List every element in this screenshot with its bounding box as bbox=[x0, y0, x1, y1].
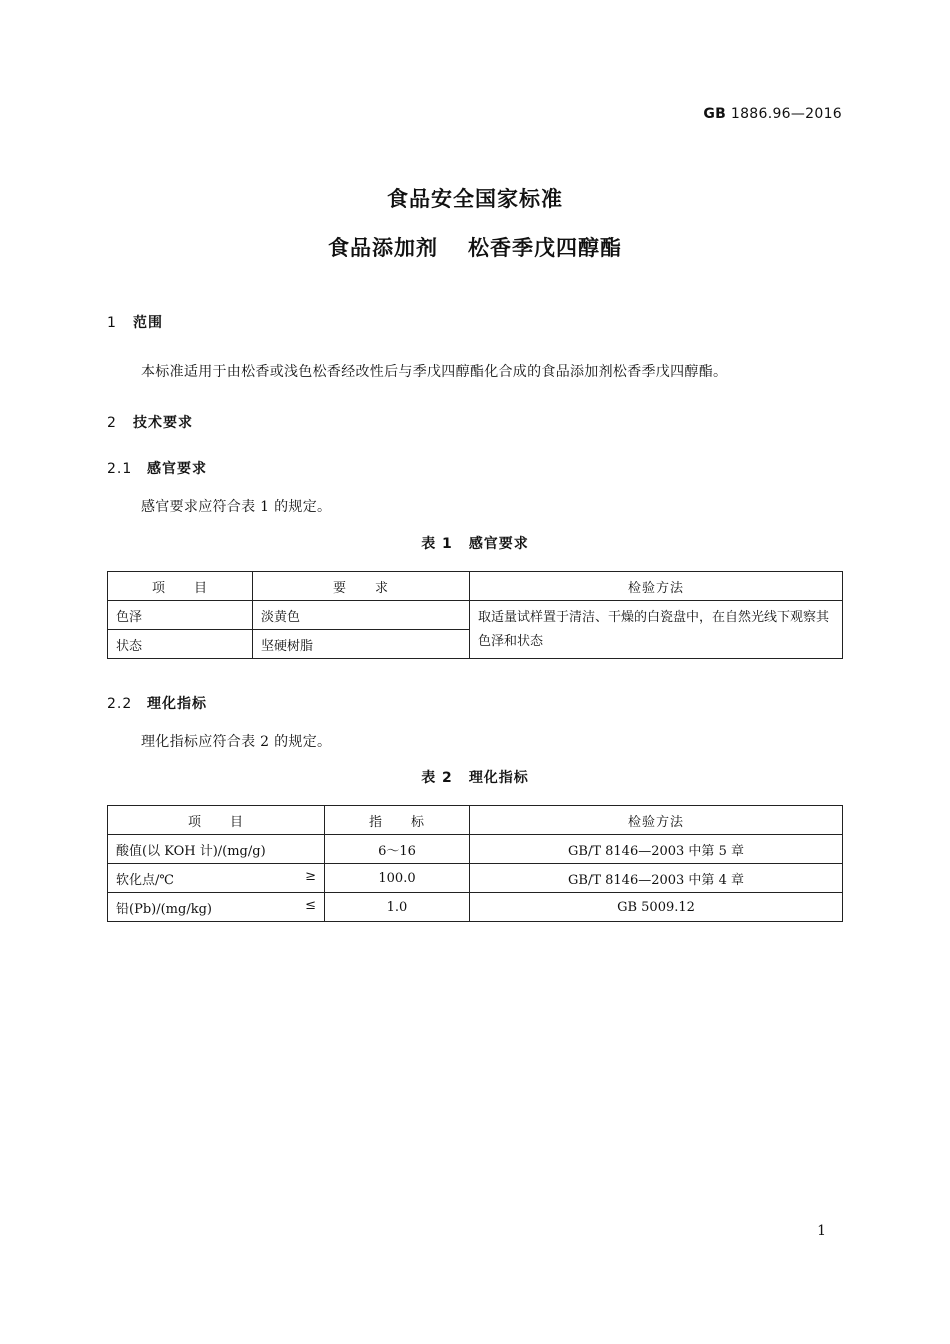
standard-code bbox=[703, 106, 842, 122]
section-1-text: 本标准适用于由松香或浅色松香经改性后与季戊四醇酯化合成的食品添加剂松香季戊四醇酯。 bbox=[141, 364, 728, 380]
header-method: 检验方法 bbox=[470, 572, 843, 601]
row-method: 取适量试样置于清洁、干燥的白瓷盘中，在自然光线下观察其色泽和状态 bbox=[470, 601, 843, 659]
document-title-line2 bbox=[0, 232, 950, 262]
section-number: 1 bbox=[107, 315, 117, 331]
comparison-symbol: ≥ bbox=[305, 868, 316, 884]
section-2-2-heading bbox=[107, 693, 207, 713]
section-title: 感官要求 bbox=[147, 461, 207, 477]
header-item: 项 目 bbox=[108, 572, 253, 601]
header-requirement: 要 求 bbox=[253, 572, 470, 601]
row-value: 100.0 bbox=[325, 864, 470, 893]
header-item: 项 目 bbox=[108, 806, 325, 835]
caption-title: 感官要求 bbox=[468, 536, 529, 552]
row-method: GB 5009.12 bbox=[470, 893, 843, 922]
row-item bbox=[108, 893, 325, 922]
caption-number: 表 2 bbox=[421, 770, 453, 786]
table-row bbox=[108, 601, 843, 630]
row-value: 1.0 bbox=[325, 893, 470, 922]
row-requirement: 淡黄色 bbox=[253, 601, 470, 630]
table-1-caption bbox=[0, 533, 950, 553]
table-1-sensory-requirements bbox=[107, 571, 843, 659]
caption-title: 理化指标 bbox=[468, 770, 529, 786]
table-row bbox=[108, 835, 843, 864]
section-title: 理化指标 bbox=[147, 696, 207, 712]
table-header-row bbox=[108, 572, 843, 601]
row-item: 色泽 bbox=[108, 601, 253, 630]
section-number: 2 bbox=[107, 415, 117, 431]
header-indicator: 指 标 bbox=[325, 806, 470, 835]
section-2-1-text: 感官要求应符合表 1 的规定。 bbox=[141, 499, 332, 515]
section-title: 技术要求 bbox=[133, 415, 193, 431]
page-number: 1 bbox=[817, 1223, 826, 1239]
section-2-2-text: 理化指标应符合表 2 的规定。 bbox=[141, 734, 332, 750]
table-row bbox=[108, 864, 843, 893]
title-product: 松香季戊四醇酯 bbox=[468, 236, 622, 260]
row-value: 6～16 bbox=[325, 835, 470, 864]
section-2-heading bbox=[107, 412, 193, 432]
row-requirement: 坚硬树脂 bbox=[253, 630, 470, 659]
row-item bbox=[108, 864, 325, 893]
document-title-line1: 食品安全国家标准 bbox=[387, 187, 563, 211]
standard-number: 1886.96—2016 bbox=[730, 106, 842, 122]
row-method: GB/T 8146—2003 中第 4 章 bbox=[470, 864, 843, 893]
table-2-caption bbox=[0, 767, 950, 787]
row-item bbox=[108, 835, 325, 864]
standard-prefix: GB bbox=[703, 106, 727, 122]
comparison-symbol: ≤ bbox=[305, 897, 316, 913]
table-2-physicochemical-indicators bbox=[107, 805, 843, 922]
section-1-heading bbox=[107, 312, 163, 332]
table-row bbox=[108, 893, 843, 922]
title-category: 食品添加剂 bbox=[328, 236, 438, 260]
header-method: 检验方法 bbox=[470, 806, 843, 835]
section-number: 2.1 bbox=[107, 461, 133, 477]
item-label: 铅(Pb)/(mg/kg) bbox=[116, 901, 212, 917]
item-label: 软化点/℃ bbox=[116, 872, 174, 888]
section-number: 2.2 bbox=[107, 696, 133, 712]
row-method: GB/T 8146—2003 中第 5 章 bbox=[470, 835, 843, 864]
table-header-row bbox=[108, 806, 843, 835]
item-label: 酸值(以 KOH 计)/(mg/g) bbox=[116, 843, 266, 859]
caption-number: 表 1 bbox=[421, 536, 453, 552]
row-item: 状态 bbox=[108, 630, 253, 659]
section-2-1-heading bbox=[107, 458, 207, 478]
section-title: 范围 bbox=[133, 315, 163, 331]
